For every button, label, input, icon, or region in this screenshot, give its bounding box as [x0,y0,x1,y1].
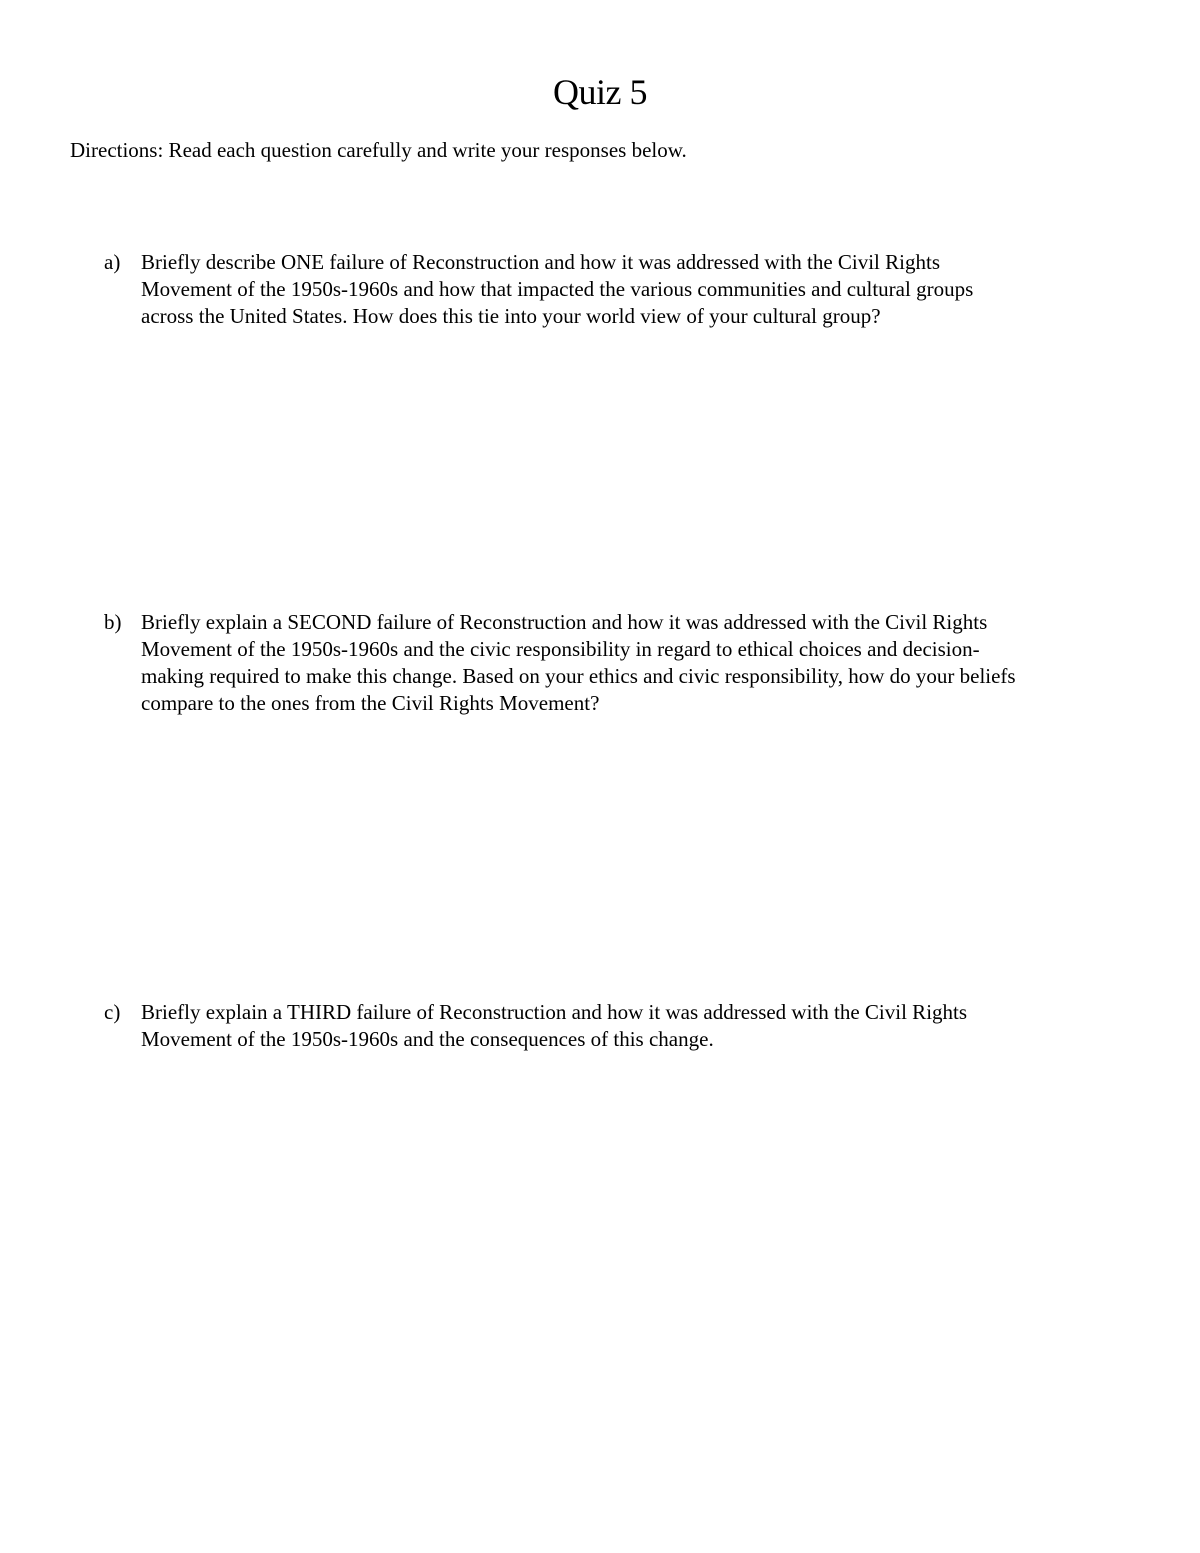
question-line: compare to the ones from the Civil Rights Movement? [141,691,600,715]
question-text [141,999,1131,1053]
question-line: Movement of the 1950s-1960s and the civic responsibility in regard to ethical choices and decision- [141,637,980,661]
question-text [141,249,1131,330]
question-line: making required to make this change. Based on your ethics and civic responsibility, how do your beliefs [141,664,1016,688]
directions-text: Directions: Read each question carefully and write your responses below. [70,138,687,162]
question-label: c) [104,1000,121,1024]
question-line: across the United States. How does this tie into your world view of your cultural group? [141,304,881,328]
page-title: Quiz 5 [553,72,647,112]
question-line: Movement of the 1950s-1960s and the consequences of this change. [141,1027,714,1051]
question-label: b) [104,610,122,634]
question-line: Briefly explain a SECOND failure of Reconstruction and how it was addressed with the Civil Rights [141,610,988,634]
question-line: Movement of the 1950s-1960s and how that impacted the various communities and cultural groups [141,277,974,301]
question-line: Briefly explain a THIRD failure of Reconstruction and how it was addressed with the Civil Rights [141,1000,968,1024]
question-label: a) [104,250,121,274]
question-text [141,609,1131,717]
question-line: Briefly describe ONE failure of Reconstruction and how it was addressed with the Civil Rights [141,250,940,274]
